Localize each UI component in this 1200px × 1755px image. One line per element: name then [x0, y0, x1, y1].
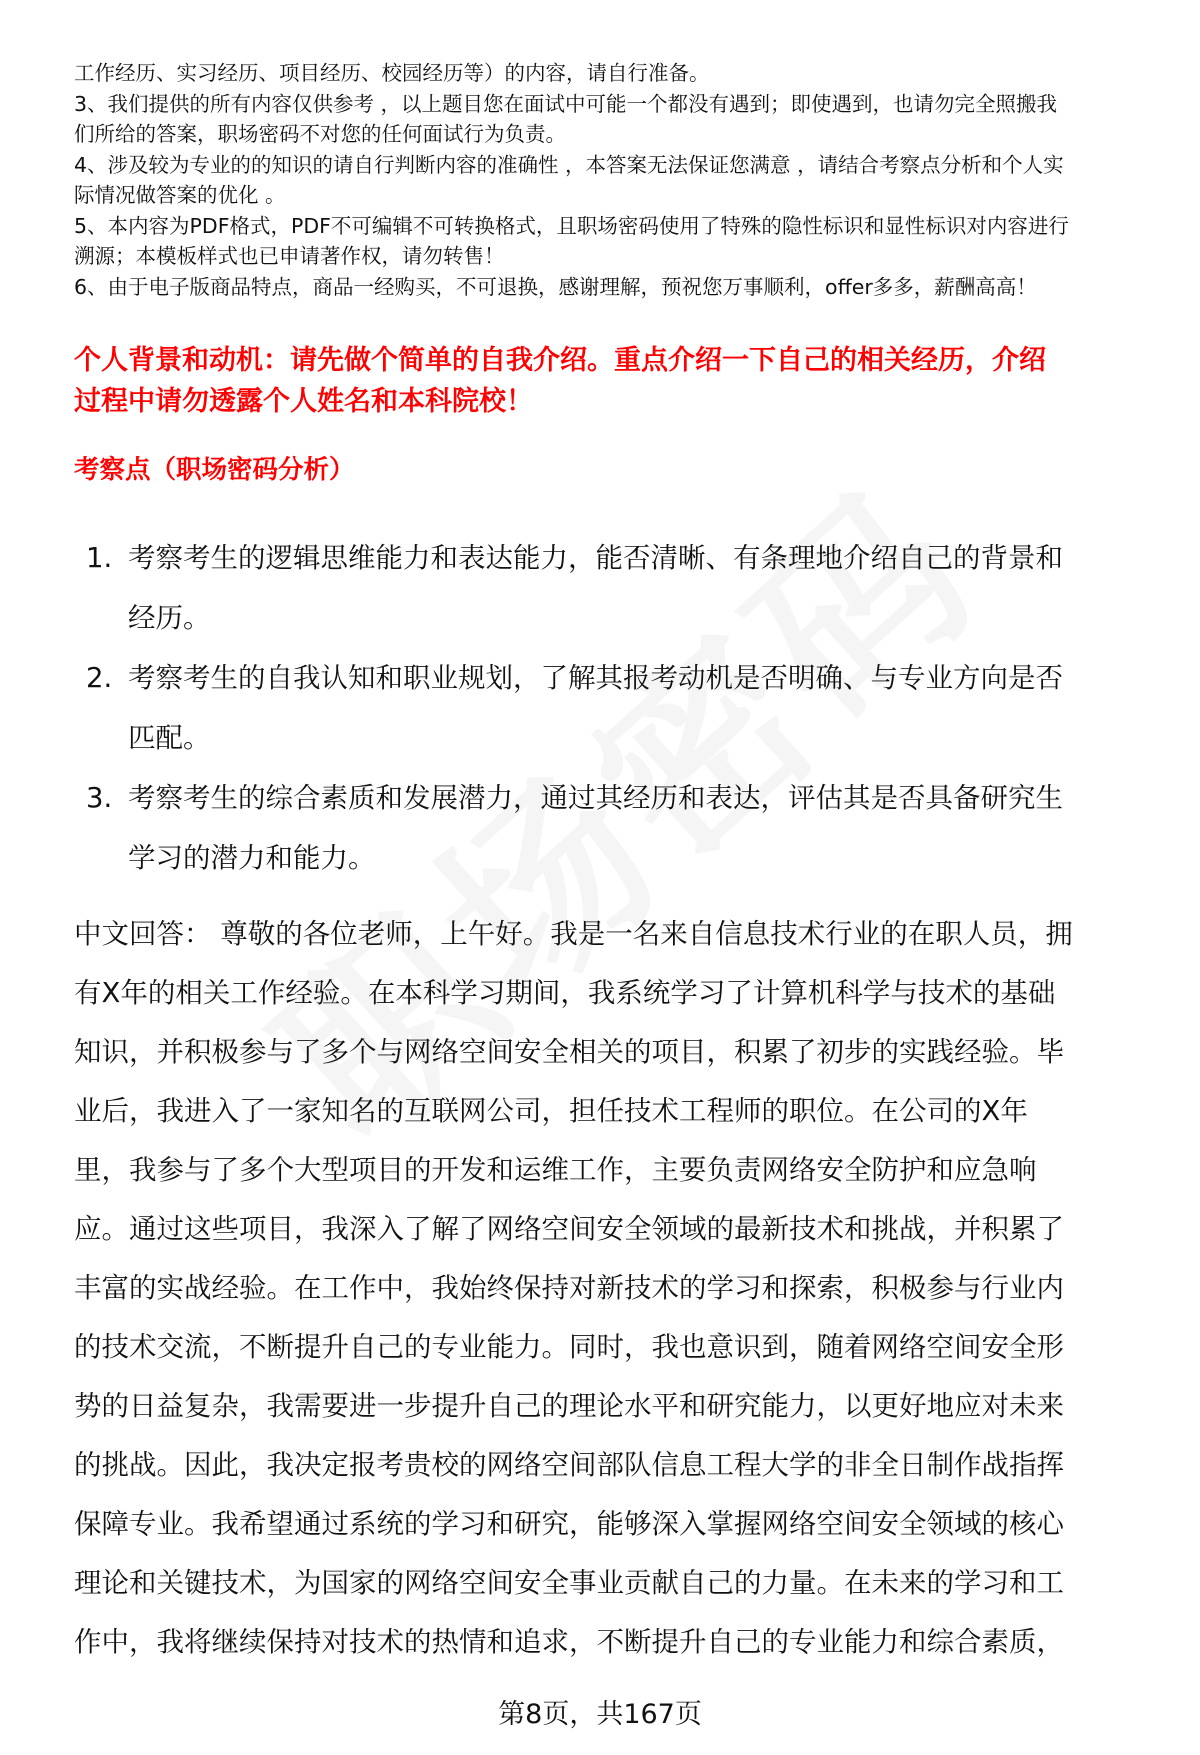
notice-line: 们所给的答案，职场密码不对您的任何面试行为负责。 [74, 122, 566, 146]
interview-question [74, 340, 1164, 422]
notice-line: 际情况做答案的优化 。 [74, 183, 286, 207]
notice-section [74, 58, 1164, 302]
notice-line: 4、涉及较为专业的的知识的请自行判断内容的准确性 ，本答案无法保证您满意 ，请结合考察点分析和个人实 [74, 152, 1064, 177]
list-item-number: 3. [86, 782, 113, 814]
answer-line: 中文回答： 尊敬的各位老师，上午好。我是一名来自信息技术行业的在职人员，拥 [74, 918, 1073, 950]
question-line: 个人背景和动机：请先做个简单的自我介绍。重点介绍一下自己的相关经历，介绍 [74, 345, 1046, 376]
list-item-text: 学习的潜力和能力。 [128, 842, 376, 874]
answer-line: 的技术交流，不断提升自己的专业能力。同时，我也意识到，随着网络空间安全形 [74, 1331, 1064, 1363]
list-item-number: 1. [86, 542, 113, 574]
answer-line: 丰富的实战经验。在工作中，我始终保持对新技术的学习和探索，积极参与行业内 [74, 1272, 1064, 1304]
question-line: 过程中请勿透露个人姓名和本科院校！ [74, 386, 533, 417]
answer-line: 势的日益复杂，我需要进一步提升自己的理论水平和研究能力，以更好地应对未来 [74, 1390, 1064, 1422]
answer-line: 理论和关键技术，为国家的网络空间安全事业贡献自己的力量。在未来的学习和工 [74, 1567, 1064, 1599]
list-item-text: 考察考生的自我认知和职业规划，了解其报考动机是否明确、与专业方向是否 [128, 662, 1063, 694]
list-item [74, 528, 1164, 648]
assessment-points-list [74, 528, 1164, 888]
answer-line: 有X年的相关工作经验。在本科学习期间，我系统学习了计算机科学与技术的基础 [74, 977, 1056, 1009]
notice-line: 5、本内容为PDF格式，PDF不可编辑不可转换格式，且职场密码使用了特殊的隐性标识和显性标识对内容进行 [74, 213, 1069, 238]
answer-line: 应。通过这些项目，我深入了解了网络空间安全领域的最新技术和挑战，并积累了 [74, 1213, 1064, 1245]
answer-line: 作中，我将继续保持对技术的热情和追求，不断提升自己的专业能力和综合素质， [74, 1626, 1064, 1658]
answer-line: 知识，并积极参与了多个与网络空间安全相关的项目，积累了初步的实践经验。毕 [74, 1036, 1064, 1068]
list-item-text: 考察考生的逻辑思维能力和表达能力，能否清晰、有条理地介绍自己的背景和 [128, 542, 1063, 574]
notice-line: 3、我们提供的所有内容仅供参考 ，以上题目您在面试中可能一个都没有遇到；即使遇到，也请勿完全照搬我 [74, 91, 1058, 116]
points-heading: 考察点（职场密码分析） [74, 455, 355, 485]
list-item-number: 2. [86, 662, 113, 694]
answer-line: 保障专业。我希望通过系统的学习和研究，能够深入掌握网络空间安全领域的核心 [74, 1508, 1064, 1540]
list-item [74, 768, 1164, 888]
answer-line: 里，我参与了多个大型项目的开发和运维工作，主要负责网络安全防护和应急响 [74, 1154, 1037, 1186]
list-item-text: 经历。 [128, 602, 211, 634]
answer-line: 的挑战。因此，我决定报考贵校的网络空间部队信息工程大学的非全日制作战指挥 [74, 1449, 1064, 1481]
answer-line: 业后，我进入了一家知名的互联网公司，担任技术工程师的职位。在公司的X年 [74, 1095, 1028, 1127]
notice-line: 工作经历、实习经历、项目经历、校园经历等）的内容，请自行准备。 [74, 61, 710, 85]
list-item-text: 考察考生的综合素质和发展潜力，通过其经历和表达，评估其是否具备研究生 [128, 782, 1063, 814]
notice-line: 溯源；本模板样式也已申请著作权，请勿转售！ [74, 244, 505, 268]
notice-line: 6、由于电子版商品特点，商品一经购买，不可退换，感谢理解，预祝您万事顺利，offer多多，薪酬高高！ [74, 274, 1037, 299]
list-item-text: 匹配。 [128, 722, 211, 754]
answer-paragraph [74, 905, 1164, 1672]
list-item [74, 648, 1164, 768]
page-number: 第8页，共167页 [498, 1699, 702, 1730]
